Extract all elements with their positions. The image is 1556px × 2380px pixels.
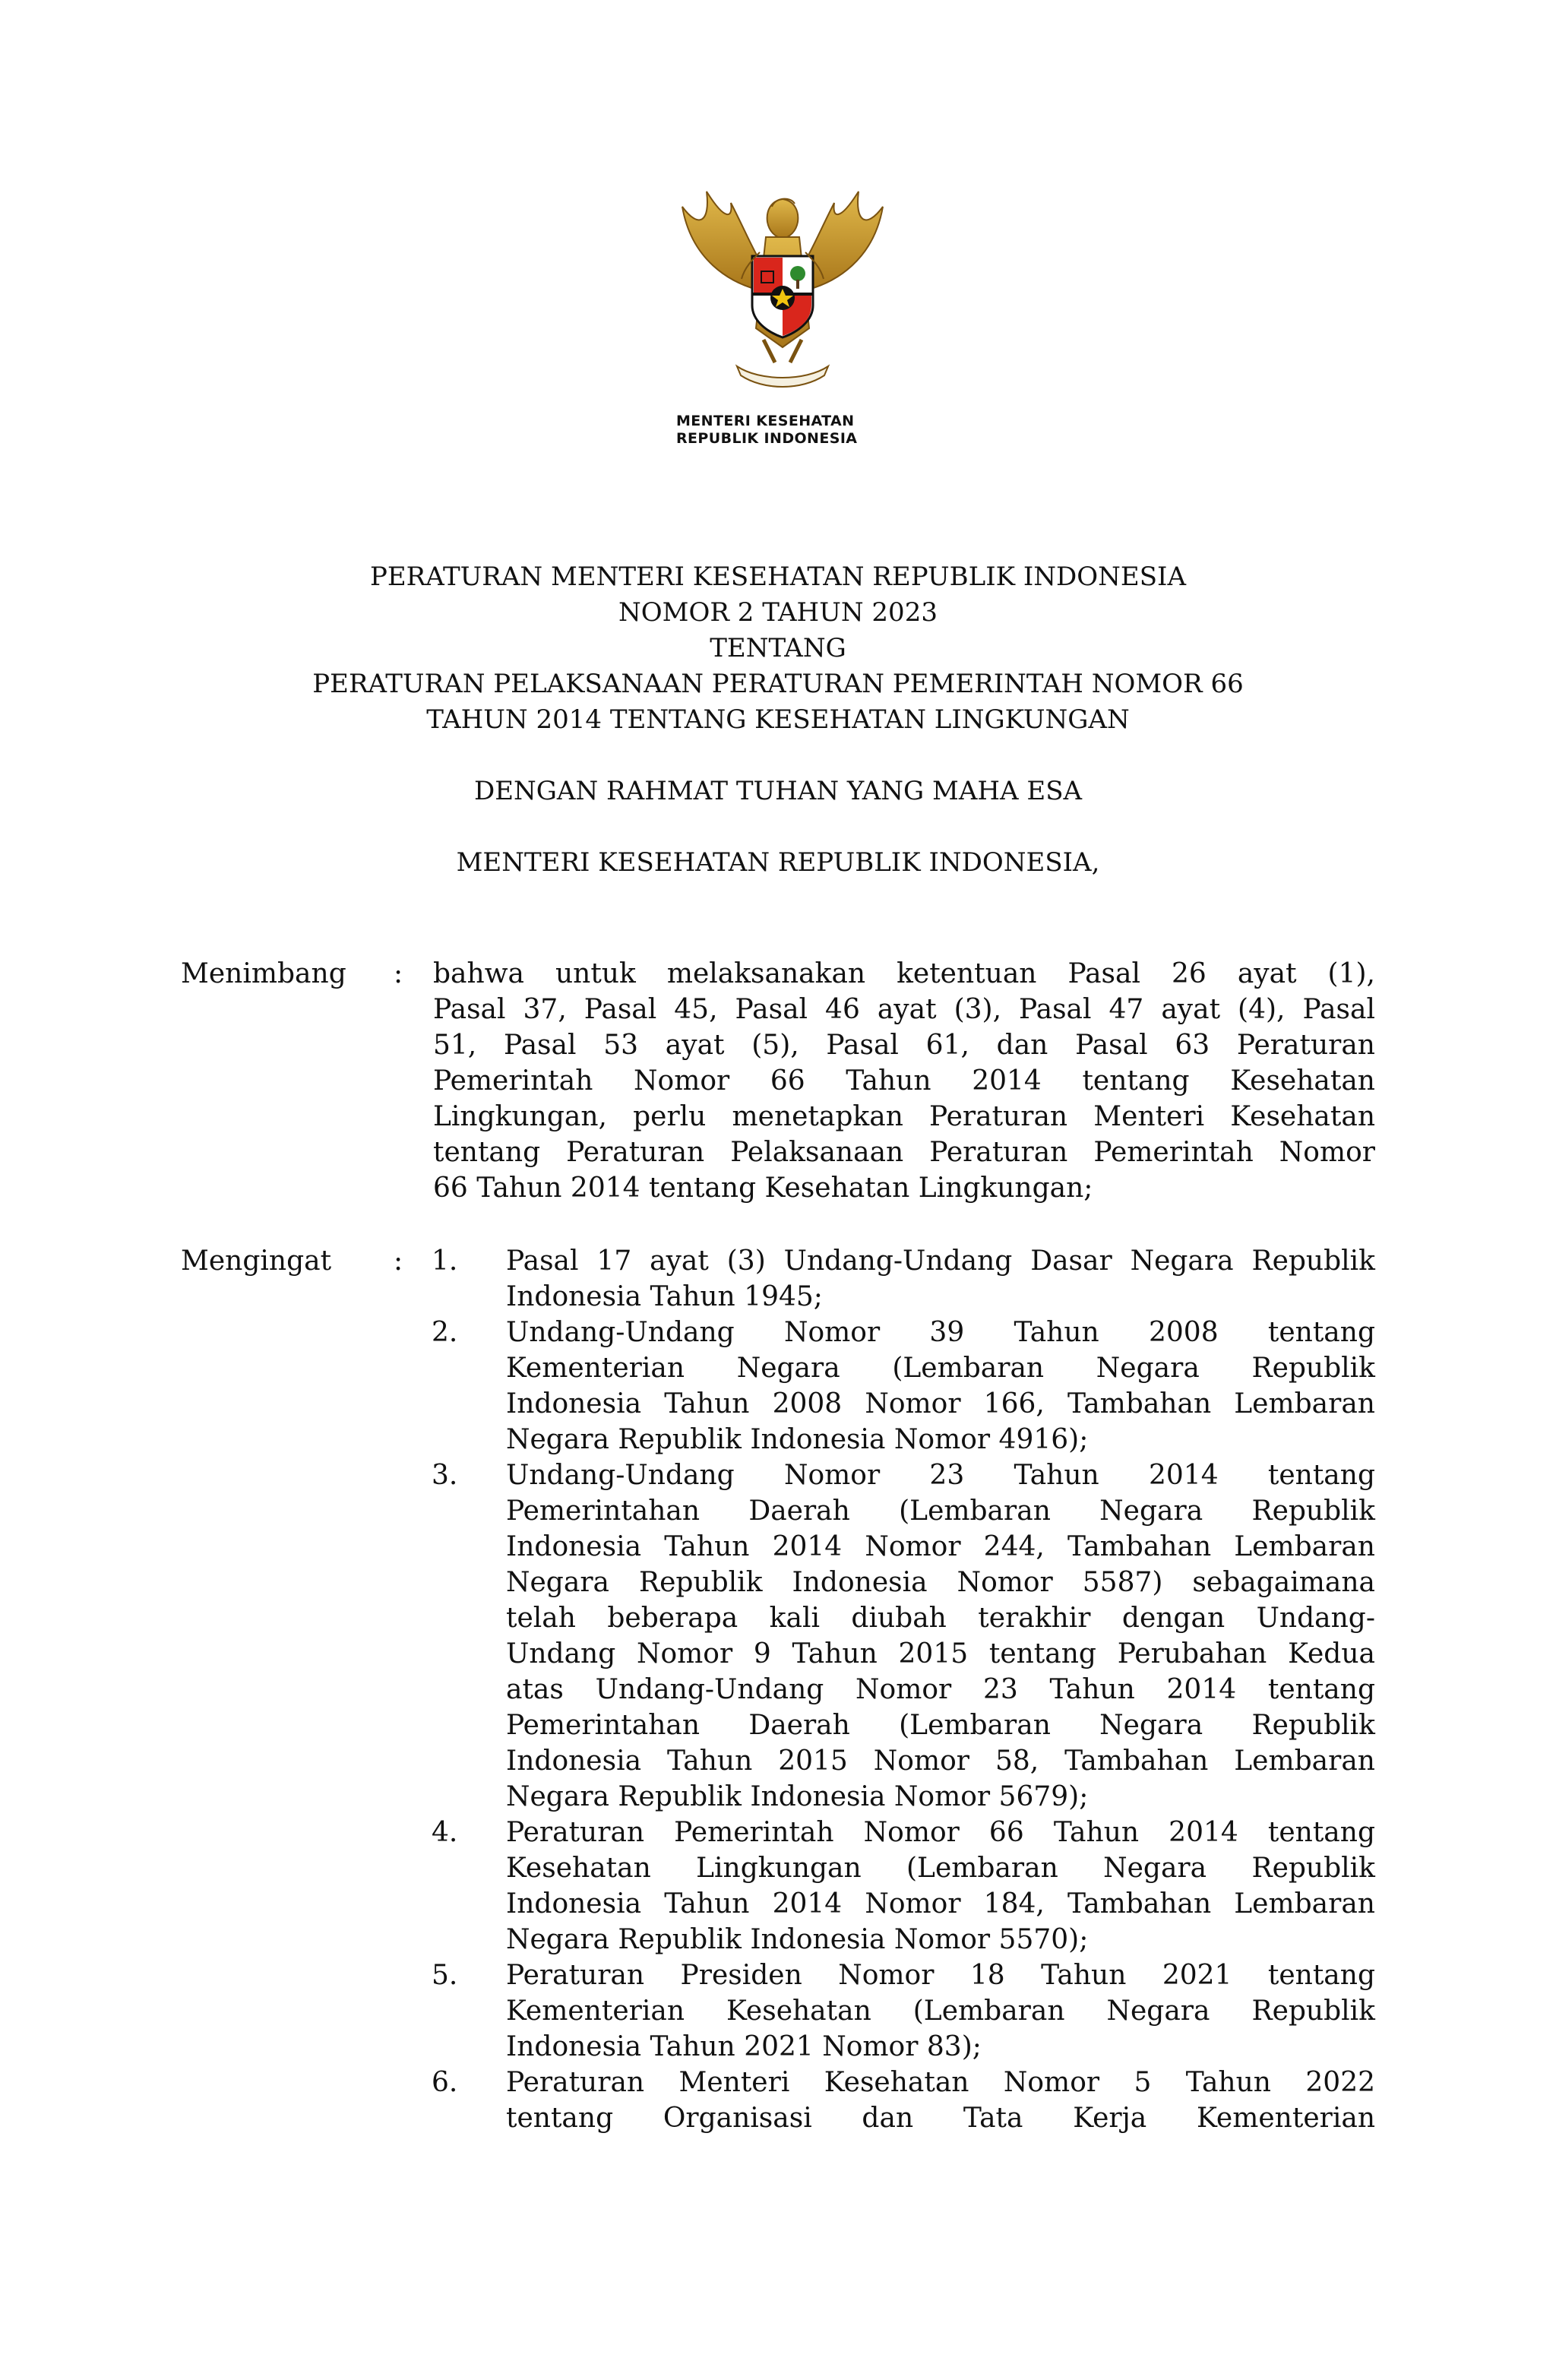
list-item-number: 3. (432, 1460, 458, 1491)
list-item-number: 2. (432, 1317, 458, 1348)
list-item-number: 5. (432, 1960, 458, 1991)
menimbang-line: 51, Pasal 53 ayat (5), Pasal 61, dan Pasal 63 Peraturan (433, 1030, 1375, 1061)
list-item-line: Indonesia Tahun 2015 Nomor 58, Tambahan Lembaran (506, 1745, 1375, 1777)
list-item (410, 2065, 1375, 2136)
list-item-line: Kesehatan Lingkungan (Lembaran Negara Republik (506, 1853, 1375, 1884)
invocation: DENGAN RAHMAT TUHAN YANG MAHA ESA (473, 776, 1083, 806)
list-item-line: Negara Republik Indonesia Nomor 4916); (506, 1424, 1089, 1455)
list-item-line: Indonesia Tahun 2008 Nomor 166, Tambahan Lembaran (506, 1388, 1375, 1419)
list-item-line: Indonesia Tahun 1945; (506, 1281, 823, 1312)
list-item-line: Indonesia Tahun 2014 Nomor 244, Tambahan Lembaran (506, 1531, 1375, 1562)
title-line-5: TAHUN 2014 TENTANG KESEHATAN LINGKUNGAN (426, 704, 1130, 735)
list-item (410, 1243, 1375, 1315)
spacer (0, 738, 1556, 774)
list-item-line: Negara Republik Indonesia Nomor 5679); (506, 1781, 1089, 1812)
list-item (410, 1457, 1375, 1815)
list-item-line: Peraturan Presiden Nomor 18 Tahun 2021 tentang (506, 1960, 1375, 1991)
mengingat-label: Mengingat (181, 1245, 332, 1277)
list-item-line: Pemerintahan Daerah (Lembaran Negara Republik (506, 1495, 1375, 1527)
menimbang-line: Lingkungan, perlu menetapkan Peraturan Menteri Kesehatan (433, 1101, 1375, 1132)
list-item-number: 6. (432, 2067, 458, 2098)
list-item-line: Undang Nomor 9 Tahun 2015 tentang Perubahan Kedua (506, 1638, 1375, 1669)
menimbang-line: bahwa untuk melaksanakan ketentuan Pasal 26 ayat (1), (433, 958, 1375, 989)
list-item-line: Pemerintahan Daerah (Lembaran Negara Republik (506, 1710, 1375, 1741)
list-item (410, 1315, 1375, 1457)
title-line-3: TENTANG (710, 633, 846, 663)
title-line-1: PERATURAN MENTERI KESEHATAN REPUBLIK INDONESIA (369, 562, 1187, 592)
document-title (0, 559, 1556, 881)
emblem-caption-line-2: REPUBLIK INDONESIA (676, 430, 858, 447)
list-item-line: Kementerian Kesehatan (Lembaran Negara Republik (506, 1995, 1375, 2027)
list-item-line: telah beberapa kali diubah terakhir dengan Undang- (506, 1603, 1375, 1634)
list-item-line: Peraturan Menteri Kesehatan Nomor 5 Tahun 2022 (506, 2067, 1375, 2098)
menimbang-line: Pemerintah Nomor 66 Tahun 2014 tentang Kesehatan (433, 1065, 1375, 1097)
list-item-line: Negara Republik Indonesia Nomor 5587) sebagaimana (506, 1567, 1375, 1598)
authority: MENTERI KESEHATAN REPUBLIK INDONESIA, (456, 847, 1100, 878)
title-line-2: NOMOR 2 TAHUN 2023 (618, 597, 938, 628)
list-item-number: 4. (432, 1817, 458, 1848)
list-item (410, 1815, 1375, 1957)
list-item-line: Undang-Undang Nomor 23 Tahun 2014 tentang (506, 1460, 1375, 1491)
list-item-line: Pasal 17 ayat (3) Undang-Undang Dasar Negara Republik (506, 1245, 1375, 1277)
menimbang-line: 66 Tahun 2014 tentang Kesehatan Lingkungan; (433, 1173, 1093, 1204)
list-item-number: 1. (432, 1245, 458, 1277)
emblem-caption-line-1: MENTERI KESEHATAN (676, 413, 855, 429)
list-item-line: atas Undang-Undang Nomor 23 Tahun 2014 tentang (506, 1674, 1375, 1705)
menimbang-label: Menimbang (181, 958, 346, 989)
mengingat-colon: : (394, 1245, 403, 1277)
list-item (410, 1957, 1375, 2065)
spacer (0, 809, 1556, 845)
mengingat-list (410, 1243, 1375, 2136)
list-item-line: tentang Organisasi dan Tata Kerja Kementerian (506, 2103, 1375, 2134)
list-item-line: Kementerian Negara (Lembaran Negara Republik (506, 1353, 1375, 1384)
menimbang-line: Pasal 37, Pasal 45, Pasal 46 ayat (3), Pasal 47 ayat (4), Pasal (433, 994, 1375, 1025)
menimbang-colon: : (394, 958, 403, 989)
list-item-line: Peraturan Pemerintah Nomor 66 Tahun 2014 tentang (506, 1817, 1375, 1848)
menimbang-line: tentang Peraturan Pelaksanaan Peraturan Pemerintah Nomor (433, 1137, 1375, 1168)
menimbang-text (433, 956, 1375, 1206)
garuda-pancasila-emblem-icon (669, 176, 897, 397)
list-item-line: Negara Republik Indonesia Nomor 5570); (506, 1924, 1089, 1955)
list-item-line: Indonesia Tahun 2021 Nomor 83); (506, 2031, 982, 2062)
list-item-line: Indonesia Tahun 2014 Nomor 184, Tambahan Lembaran (506, 1888, 1375, 1920)
emblem-caption (676, 413, 904, 448)
list-item-line: Undang-Undang Nomor 39 Tahun 2008 tentang (506, 1317, 1375, 1348)
title-line-4: PERATURAN PELAKSANAAN PERATURAN PEMERINTAH NOMOR 66 (312, 669, 1244, 699)
